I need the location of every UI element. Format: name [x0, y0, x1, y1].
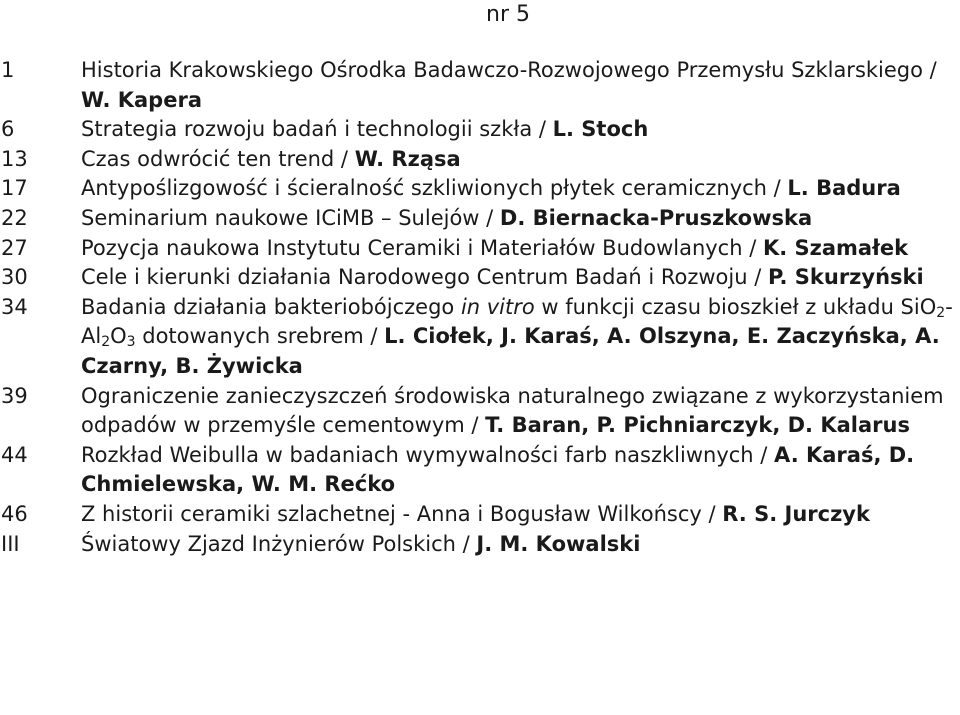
toc-title-text: -Al [81, 294, 953, 349]
toc-page-number: 17 [1, 176, 28, 201]
toc-entry-text [81, 441, 960, 500]
toc-authors: J. M. Kowalski [476, 531, 641, 556]
toc-entry-text [81, 145, 960, 175]
toc-entry-text [81, 204, 960, 234]
toc-entry [0, 234, 960, 264]
toc-authors: L. Badura [787, 176, 901, 201]
toc-page-number: 1 [1, 58, 15, 82]
toc-page-number: 27 [1, 235, 28, 260]
toc-authors: K. Szamałek [762, 235, 909, 260]
toc-entry-text [81, 500, 960, 530]
toc-authors: L. Stoch [552, 117, 649, 142]
toc-authors: W. Rząsa [354, 146, 461, 171]
toc-page-number: 6 [1, 117, 15, 142]
toc-entry-text [81, 56, 960, 115]
toc-title-text: Historia Krakowskiego Ośrodka Badawczo-Rozwojowego Przemysłu Szklarskiego / [81, 58, 937, 82]
toc-title-text: w funkcji czasu bioszkieł z układu SiO [534, 294, 937, 319]
toc-authors: D. Biernacka-Pruszkowska [499, 205, 813, 230]
toc-title-text: Seminarium naukowe ICiMB – Sulejów / [81, 205, 500, 230]
toc-entry-text [81, 115, 960, 145]
toc-entry [0, 263, 960, 293]
toc-entry [0, 441, 960, 500]
toc-entry-text [81, 530, 960, 560]
toc-title-text: Ograniczenie zanieczyszczeń środowiska naturalnego związane z wykorzystaniem odpadów w przemyśle cementowym / [81, 383, 944, 438]
toc-entry-text [81, 174, 960, 204]
toc-entry [0, 145, 960, 175]
toc-italic-text: in vitro [460, 294, 535, 319]
toc-entry-text [81, 382, 960, 441]
toc-title-text: Strategia rozwoju badań i technologii szkła / [81, 117, 553, 142]
issue-number: nr 5 [486, 2, 530, 27]
toc-title-text: O [110, 324, 127, 349]
toc-subscript: 2 [101, 334, 111, 351]
toc-subscript: 2 [936, 304, 946, 321]
toc-title-text: Cele i kierunki działania Narodowego Centrum Badań i Rozwoju / [81, 265, 768, 290]
toc-authors: L. Ciołek, J. Karaś, A. Olszyna, E. Zaczyńska, A. Czarny, B. Żywicka [81, 324, 940, 378]
toc-subscript: 3 [126, 334, 136, 351]
toc-entry-text [81, 234, 960, 264]
toc-entry [0, 115, 960, 145]
toc-authors: W. Kapera [81, 87, 202, 112]
toc-title-text: Badania działania bakteriobójczego [81, 294, 461, 319]
toc-entry [0, 56, 960, 115]
toc-title-text: Antypoślizgowość i ścieralność szkliwionych płytek ceramicznych / [81, 176, 788, 201]
toc-page-number: 13 [1, 146, 28, 171]
toc-page-number: 34 [1, 294, 28, 319]
toc-title-text: Światowy Zjazd Inżynierów Polskich / [81, 531, 477, 556]
toc-title-text: Rozkład Weibulla w badaniach wymywalności farb naszkliwnych / [81, 442, 775, 467]
toc-entry [0, 382, 960, 441]
toc-entry-text [81, 263, 960, 293]
toc-entry [0, 174, 960, 204]
toc-authors: R. S. Jurczyk [722, 501, 870, 526]
toc-authors: P. Skurzyński [767, 265, 924, 290]
toc-entry [0, 530, 960, 560]
toc-page-number: 39 [1, 383, 28, 408]
toc-entry-text [81, 293, 960, 382]
toc-entry [0, 500, 960, 530]
toc-title-text: Pozycja naukowa Instytutu Ceramiki i Materiałów Budowlanych / [81, 235, 763, 260]
toc-page-number: 30 [1, 265, 28, 290]
toc-page-number: III [1, 531, 20, 556]
table-of-contents [0, 56, 960, 559]
toc-page-number: 44 [1, 442, 28, 467]
toc-authors: T. Baran, P. Pichniarczyk, D. Kalarus [485, 413, 910, 438]
toc-entry [0, 293, 960, 382]
toc-title-text: Czas odwrócić ten trend / [81, 146, 355, 171]
toc-title-text: dotowanych srebrem / [135, 324, 385, 349]
toc-page-number: 22 [1, 205, 28, 230]
toc-authors: A. Karaś, D. Chmielewska, W. M. Rećko [81, 442, 915, 497]
toc-entry [0, 204, 960, 234]
toc-title-text: Z historii ceramiki szlachetnej - Anna i Bogusław Wilkońscy / [81, 501, 723, 526]
toc-page-number: 46 [1, 501, 28, 526]
